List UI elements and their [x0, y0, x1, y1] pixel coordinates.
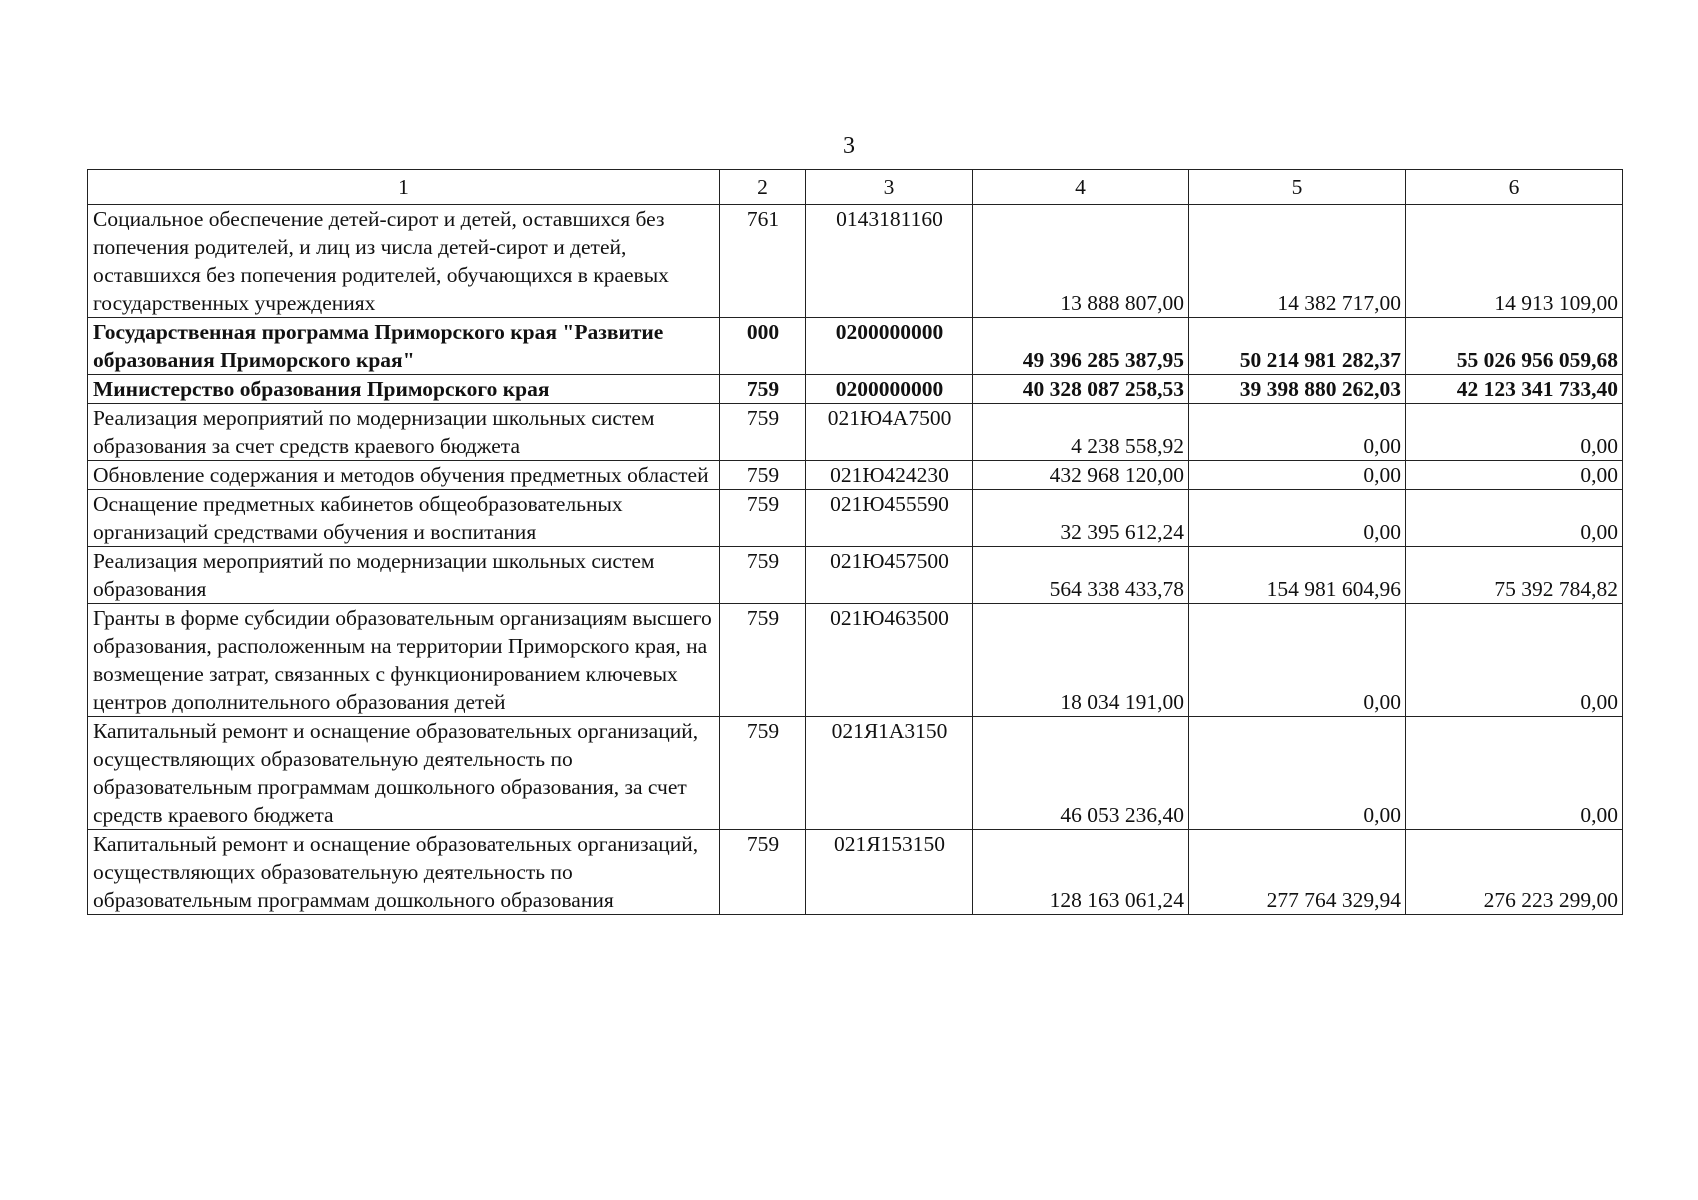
- row-amount-col6: 14 913 109,00: [1406, 205, 1623, 318]
- row-amount-col6: 42 123 341 733,40: [1406, 375, 1623, 404]
- row-amount-col4: 4 238 558,92: [973, 404, 1189, 461]
- row-amount-col4: 13 888 807,00: [973, 205, 1189, 318]
- column-number: 3: [806, 170, 973, 205]
- row-csr: 021Ю424230: [806, 461, 973, 490]
- row-amount-col5: 0,00: [1189, 461, 1406, 490]
- row-csr: 021Ю455590: [806, 490, 973, 547]
- row-amount-col6: 0,00: [1406, 604, 1623, 717]
- column-number-row: [88, 170, 1623, 205]
- row-name: Реализация мероприятий по модернизации школьных систем образования: [88, 547, 720, 604]
- table-row: [88, 490, 1623, 547]
- row-csr: 021Я1А3150: [806, 717, 973, 830]
- row-csr: 0200000000: [806, 318, 973, 375]
- column-number: 5: [1189, 170, 1406, 205]
- row-code: 759: [720, 830, 806, 915]
- row-amount-col6: 276 223 299,00: [1406, 830, 1623, 915]
- page-number: 3: [843, 133, 855, 159]
- row-csr: 021Ю4А7500: [806, 404, 973, 461]
- row-amount-col4: 432 968 120,00: [973, 461, 1189, 490]
- row-amount-col4: 49 396 285 387,95: [973, 318, 1189, 375]
- row-name: Капитальный ремонт и оснащение образовательных организаций, осуществляющих образовательную деятельность по образовательным программам дошкольного образования: [88, 830, 720, 915]
- row-name: Оснащение предметных кабинетов общеобразовательных организаций средствами обучения и воспитания: [88, 490, 720, 547]
- column-number: 6: [1406, 170, 1623, 205]
- row-csr: 0143181160: [806, 205, 973, 318]
- row-name: Гранты в форме субсидии образовательным организациям высшего образования, расположенным на территории Приморского края, на возмещение затрат, связанных с функционированием ключевых центров дополнительного образования детей: [88, 604, 720, 717]
- row-name: Министерство образования Приморского края: [88, 375, 720, 404]
- row-amount-col5: 0,00: [1189, 717, 1406, 830]
- table-row: [88, 461, 1623, 490]
- row-code: 759: [720, 404, 806, 461]
- row-csr: 0200000000: [806, 375, 973, 404]
- row-amount-col4: 564 338 433,78: [973, 547, 1189, 604]
- row-amount-col5: 154 981 604,96: [1189, 547, 1406, 604]
- row-name: Обновление содержания и методов обучения предметных областей: [88, 461, 720, 490]
- row-amount-col6: 0,00: [1406, 461, 1623, 490]
- row-amount-col5: 0,00: [1189, 490, 1406, 547]
- row-amount-col5: 14 382 717,00: [1189, 205, 1406, 318]
- row-code: 759: [720, 461, 806, 490]
- row-code: 000: [720, 318, 806, 375]
- row-amount-col4: 18 034 191,00: [973, 604, 1189, 717]
- row-amount-col4: 32 395 612,24: [973, 490, 1189, 547]
- row-code: 759: [720, 547, 806, 604]
- row-amount-col6: 55 026 956 059,68: [1406, 318, 1623, 375]
- row-code: 759: [720, 375, 806, 404]
- row-amount-col4: 40 328 087 258,53: [973, 375, 1189, 404]
- row-amount-col5: 0,00: [1189, 404, 1406, 461]
- row-code: 759: [720, 717, 806, 830]
- row-csr: 021Ю457500: [806, 547, 973, 604]
- table-row: [88, 318, 1623, 375]
- row-amount-col5: 277 764 329,94: [1189, 830, 1406, 915]
- table-row: [88, 830, 1623, 915]
- row-amount-col5: 0,00: [1189, 604, 1406, 717]
- table-row: [88, 404, 1623, 461]
- row-code: 759: [720, 604, 806, 717]
- table-row: [88, 375, 1623, 404]
- table-row: [88, 205, 1623, 318]
- table-row: [88, 717, 1623, 830]
- table-row: [88, 547, 1623, 604]
- row-code: 761: [720, 205, 806, 318]
- column-number: 1: [88, 170, 720, 205]
- column-number: 4: [973, 170, 1189, 205]
- row-amount-col6: 0,00: [1406, 490, 1623, 547]
- row-amount-col4: 128 163 061,24: [973, 830, 1189, 915]
- row-name: Капитальный ремонт и оснащение образовательных организаций, осуществляющих образовательную деятельность по образовательным программам дошкольного образования, за счет средств краевого бюджета: [88, 717, 720, 830]
- row-amount-col6: 0,00: [1406, 404, 1623, 461]
- row-amount-col5: 50 214 981 282,37: [1189, 318, 1406, 375]
- row-amount-col5: 39 398 880 262,03: [1189, 375, 1406, 404]
- row-name: Реализация мероприятий по модернизации школьных систем образования за счет средств краевого бюджета: [88, 404, 720, 461]
- row-name: Государственная программа Приморского края "Развитие образования Приморского края": [88, 318, 720, 375]
- row-amount-col6: 75 392 784,82: [1406, 547, 1623, 604]
- budget-table: [87, 169, 1623, 915]
- row-csr: 021Ю463500: [806, 604, 973, 717]
- row-csr: 021Я153150: [806, 830, 973, 915]
- row-amount-col6: 0,00: [1406, 717, 1623, 830]
- row-code: 759: [720, 490, 806, 547]
- column-number: 2: [720, 170, 806, 205]
- row-name: Социальное обеспечение детей-сирот и детей, оставшихся без попечения родителей, и лиц из числа детей-сирот и детей, оставшихся без попечения родителей, обучающихся в краевых государственных учреждениях: [88, 205, 720, 318]
- table-row: [88, 604, 1623, 717]
- row-amount-col4: 46 053 236,40: [973, 717, 1189, 830]
